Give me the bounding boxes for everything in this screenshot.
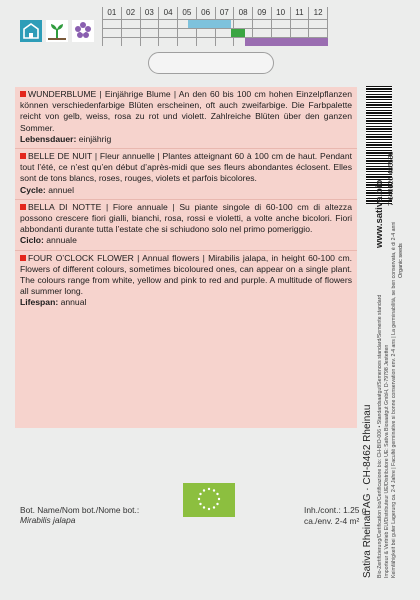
section-text: | Fleur annuelle | Plantes atteignant 60 à 100 cm de haut. Pendant tout l’été, ce n’est qu’en début d’après-midi que ses fleurs abondantes éclosent. Elles sont de tons blancs, roses, rouges, violets et parfois bicolores. <box>20 151 352 184</box>
section-text: | Fiore annuale | Su piante singole di 60-100 cm di altezza possono crescere fiori gialli, bianchi, rosa, rossi e violetti, a volte anche bicolori. Fiori abbondanti durante tutta l’estate che si schiudono solo nel primo pomeriggio. <box>20 201 352 235</box>
germination-text: Keimfähigkeit bei guter Lagerung ca. 2-4 Jahre | Faculté germinative si bonne conservation env. 2-4 ans | La germinabilità, se ben conservata, è di 2-4 anni <box>391 221 397 578</box>
contents-amount: Inh./cont.: 1.25 g <box>304 505 367 515</box>
month-label: 09 <box>252 7 271 19</box>
lifespan-label: Ciclo: <box>20 235 44 246</box>
indoor-sowing-bar <box>188 20 231 28</box>
red-square-marker <box>20 204 26 210</box>
section-title: FOUR O’CLOCK FLOWER <box>28 252 134 263</box>
lifespan-value: einjährig <box>78 133 112 144</box>
section-title: BELLA DI NOTTE <box>28 201 102 212</box>
red-square-marker <box>20 91 26 97</box>
lifespan-value: annuel <box>48 184 74 195</box>
barcode-number: 7 640126 486536 <box>388 151 395 206</box>
month-label: 01 <box>102 7 121 19</box>
botanical-name: Mirabilis jalapa <box>20 515 76 525</box>
distributor-text: Importeur & Vertrieb EU/Distributeur UE/Distributore UE: Sativa Biosaatgut GmbH, D-79798 Jestetten <box>384 344 390 578</box>
section-text: | Einjährige Blume | An den 60 bis 100 cm hohen Einzelpflanzen können verschiedenfarbige Blüten erscheinen, oft auch zweifarbige. Die Farbpalette reicht von gelb, weiss, rosa zu rot und violett. Zahlreiche Blüten über den ganzen Sommer. <box>20 89 352 133</box>
month-label: 03 <box>140 7 159 19</box>
month-label: 05 <box>177 7 196 19</box>
sowing-calendar <box>102 7 328 46</box>
section-italian <box>15 200 357 251</box>
hanger-hole <box>148 52 274 74</box>
lifespan-label: Lifespan: <box>20 297 59 308</box>
description-panel <box>15 87 357 428</box>
lifespan-value: annual <box>60 297 87 308</box>
lifespan-label: Cycle: <box>20 184 46 195</box>
month-label: 08 <box>233 7 252 19</box>
website-link[interactable]: www.sativa.bio <box>374 179 385 248</box>
company-name: Sativa Rheinau AG · CH-8462 Rheinau <box>362 404 373 578</box>
month-label: 11 <box>290 7 309 19</box>
outdoor-sowing-bar <box>231 29 245 37</box>
botanical-name-block <box>20 505 139 525</box>
icon-row <box>20 20 94 42</box>
red-square-marker <box>20 255 26 261</box>
flowering-bar <box>245 38 328 46</box>
section-title: BELLE DE NUIT <box>28 151 93 162</box>
month-label: 02 <box>121 7 140 19</box>
flower-icon <box>72 20 94 42</box>
red-square-marker <box>20 153 26 159</box>
contents-block <box>304 505 366 526</box>
month-label: 07 <box>215 7 234 19</box>
month-label: 06 <box>196 7 215 19</box>
month-label: 12 <box>308 7 328 19</box>
month-label: 04 <box>158 7 177 19</box>
lifespan-value: annuale <box>46 235 77 246</box>
certification-text: Bio-Zertifizierung/Certification bio/Certificazione bio: CH-BIO-006 • Standardsaatgut/Semences standard/Semente standard <box>377 294 383 578</box>
section-german <box>15 87 357 149</box>
eu-organic-logo <box>183 483 235 517</box>
section-english <box>15 251 357 312</box>
seedling-icon <box>46 20 68 42</box>
coverage-area: ca./env. 2-4 m² <box>304 515 360 526</box>
calendar-months <box>102 7 328 19</box>
section-text: | Annual flowers | Mirabilis jalapa, in height 60-100 cm. Flowers of different colours, sometimes bicoloured ones, can appear on a single plant. The colours range from white, yellow and pink to red and purple. A multitude of flowers all summer long. <box>20 252 352 297</box>
month-label: 10 <box>271 7 290 19</box>
greenhouse-icon <box>20 20 42 42</box>
botanical-name-label: Bot. Name/Nom bot./Nome bot.: <box>20 505 140 515</box>
lifespan-label: Lebensdauer: <box>20 133 77 144</box>
barcode-label: Organic seeds <box>398 243 404 278</box>
section-french <box>15 149 357 200</box>
section-title: WUNDERBLUME <box>28 89 97 99</box>
